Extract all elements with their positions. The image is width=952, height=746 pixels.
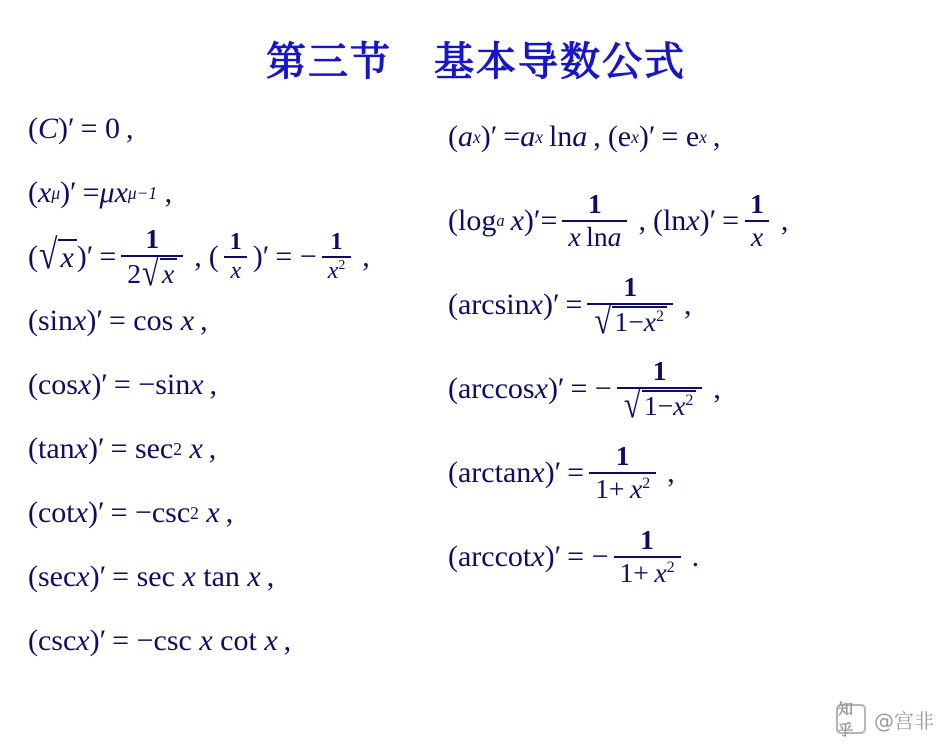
formula-cot: (cot x )′ = −csc 2 x ,	[28, 496, 234, 529]
formula-cos: (cos x )′ = −sin x ,	[28, 368, 218, 401]
watermark	[836, 700, 934, 739]
formula-exp: ( a x )′ = a x ln a , (e x )′ = e x ,	[448, 120, 721, 153]
formula-arctan: (arctan x )′ = $\frac{1}{1+ x^2}$ ,	[448, 440, 675, 504]
formula-column-left	[28, 108, 448, 684]
formula-log: (log a x )′= $\frac{1}{\text{x lna}}$ , (ln x )′ = $\frac{1}{x}$ ,	[448, 188, 789, 252]
formula-column-right	[448, 108, 938, 612]
formula-arcsin: (arcsin x )′ = 1 √ $1-x^2$ ,	[448, 271, 692, 343]
formula-sec: (sec x )′ = sec x tan x ,	[28, 560, 275, 593]
formula-arccot: (arccot x )′ = − $\frac{1}{1+ x^2}$ .	[448, 524, 700, 588]
page-title: 第三节 基本导数公式	[266, 39, 686, 85]
formula-sin: (sin x )′ = cos x ,	[28, 304, 208, 337]
formula-power: ( x μ )′ = μx μ−1 ,	[28, 176, 173, 209]
radical-icon: √ x	[39, 239, 77, 275]
formula-tan: (tan x )′ = sec 2 x ,	[28, 432, 217, 465]
formula-const: ( C )′ = 0 ,	[28, 112, 134, 145]
formula-sqrt-reciprocal: ( √ x )′ = 1 2 √ x , ( $\frac{1}{x}$ )′ = − $\frac{1}{x^2}$ ,	[28, 223, 370, 295]
zhihu-logo-icon: 知乎	[836, 704, 866, 734]
formula-arccos: (arccos x )′ = − 1 √ $1-x^2$ ,	[448, 355, 721, 427]
watermark-handle: @宫非	[874, 708, 934, 733]
formula-csc: (csc x )′ = −csc x cot x ,	[28, 624, 292, 657]
